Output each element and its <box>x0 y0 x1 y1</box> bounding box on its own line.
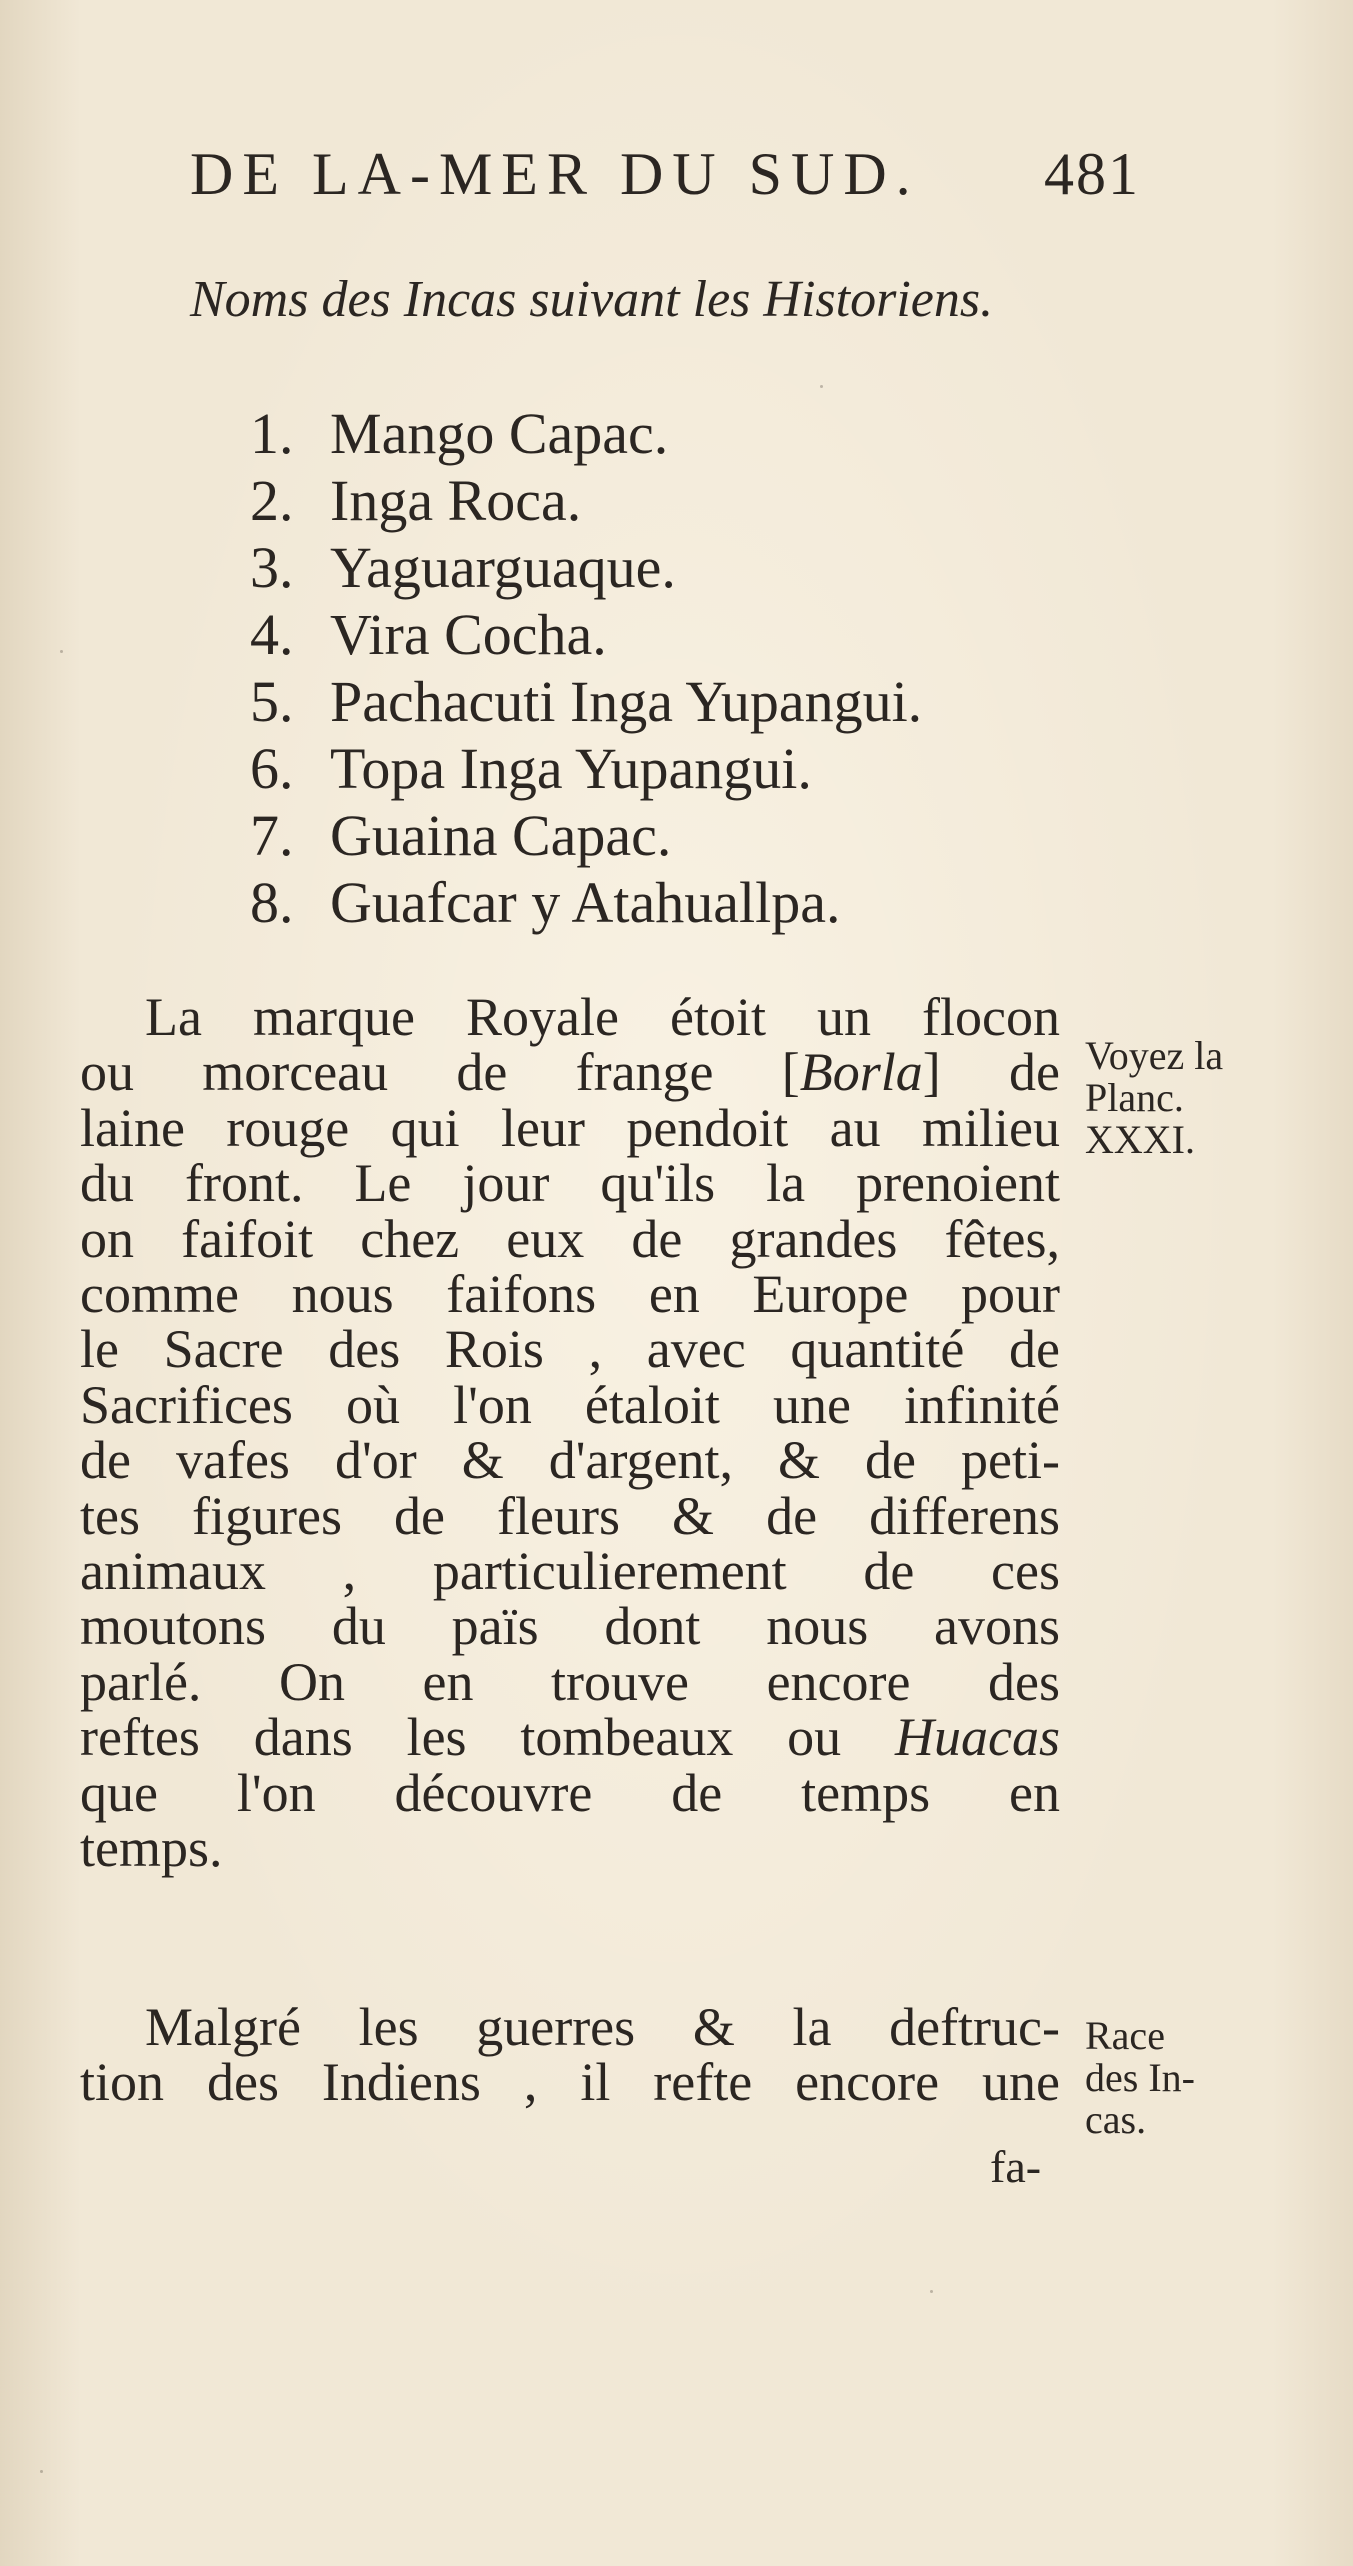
text-line <box>80 1707 1060 1768</box>
list-item <box>250 668 922 735</box>
margin-note-line: cas. <box>1085 2097 1147 2142</box>
margin-note-line: Planc. <box>1085 1075 1184 1120</box>
list-item <box>250 467 922 534</box>
list-item-name: Yaguarguaque. <box>330 535 676 600</box>
list-item-number: 5. <box>250 669 294 734</box>
text-fragment: ] de <box>922 1042 1060 1103</box>
catchword: fa- <box>990 2141 1042 2192</box>
paragraph-royal-mark <box>80 987 1060 1879</box>
list-item-name: Vira Cocha. <box>330 602 607 667</box>
list-item-number: 1. <box>250 401 294 466</box>
paragraph-race-of-incas <box>80 1997 1060 2113</box>
margin-note-line: Voyez la <box>1085 1033 1224 1078</box>
text-line <box>80 1042 1060 1103</box>
margin-note-line: Race <box>1085 2013 1165 2058</box>
list-item-number: 6. <box>250 736 294 801</box>
list-item-name: Mango Capac. <box>330 401 669 466</box>
list-item-name: Topa Inga Yupangui. <box>330 736 812 801</box>
list-item <box>250 601 922 668</box>
list-item <box>250 534 922 601</box>
text-line: La marque Royale étoit un flocon <box>145 987 1060 1047</box>
text-line: on faifoit chez eux de grandes fêtes, <box>80 1208 1060 1269</box>
text-line: Sacrifices où l'on étaloit une infinité <box>80 1374 1060 1435</box>
text-line: animaux , particulierement de ces <box>80 1541 1060 1602</box>
text-line: de vafes d'or & d'argent, & de peti- <box>80 1430 1060 1491</box>
paper-speck <box>930 2290 933 2293</box>
list-item-name: Guaina Capac. <box>330 803 672 868</box>
paper-speck <box>40 2470 43 2473</box>
running-head-title: DE LA-MER DU SUD. <box>190 141 920 207</box>
text-line: du front. Le jour qu'ils la prenoient <box>80 1153 1060 1214</box>
page-number: 481 <box>1044 141 1140 207</box>
running-head <box>190 140 1140 209</box>
text-line: que l'on découvre de temps en <box>80 1762 1060 1823</box>
text-fragment-italic: Huacas <box>895 1707 1060 1768</box>
text-line: moutons du païs dont nous avons <box>80 1596 1060 1657</box>
list-item-number: 4. <box>250 602 294 667</box>
list-item-number: 7. <box>250 803 294 868</box>
text-line: tion des Indiens , il refte encore une <box>80 2052 1060 2113</box>
text-line: tes figures de fleurs & de differens <box>80 1485 1060 1546</box>
list-item-number: 3. <box>250 535 294 600</box>
list-item-number: 2. <box>250 468 294 533</box>
text-fragment: ou morceau de frange [ <box>80 1042 800 1103</box>
text-line: temps. <box>80 1818 223 1879</box>
text-fragment: reftes dans les tombeaux ou <box>80 1707 896 1768</box>
text-fragment-italic: Borla <box>799 1042 923 1103</box>
list-item <box>250 869 922 936</box>
margin-note-voyez <box>1085 1035 1223 1161</box>
text-line: parlé. On en trouve encore des <box>80 1651 1060 1712</box>
list-item <box>250 735 922 802</box>
list-item-number: 8. <box>250 870 294 935</box>
inca-list-title: Noms des Incas suivant les Historiens. <box>190 271 994 328</box>
text-line: Malgré les guerres & la deftruc- <box>145 1997 1060 2057</box>
list-item-name: Pachacuti Inga Yupangui. <box>330 669 923 734</box>
list-item-name: Guafcar y Atahuallpa. <box>330 870 841 935</box>
margin-note-line: XXXI. <box>1085 1117 1195 1162</box>
text-line: comme nous faifons en Europe pour <box>80 1264 1060 1325</box>
list-item <box>250 802 922 869</box>
margin-note-line: des In- <box>1085 2055 1195 2100</box>
text-line: le Sacre des Rois , avec quantité de <box>80 1319 1060 1380</box>
inca-list <box>250 400 922 936</box>
list-item <box>250 400 922 467</box>
text-line: laine rouge qui leur pendoit au milieu <box>80 1097 1060 1158</box>
paper-speck <box>60 650 63 653</box>
list-item-name: Inga Roca. <box>330 468 582 533</box>
paper-speck <box>820 385 823 388</box>
margin-note-race <box>1085 2015 1195 2141</box>
